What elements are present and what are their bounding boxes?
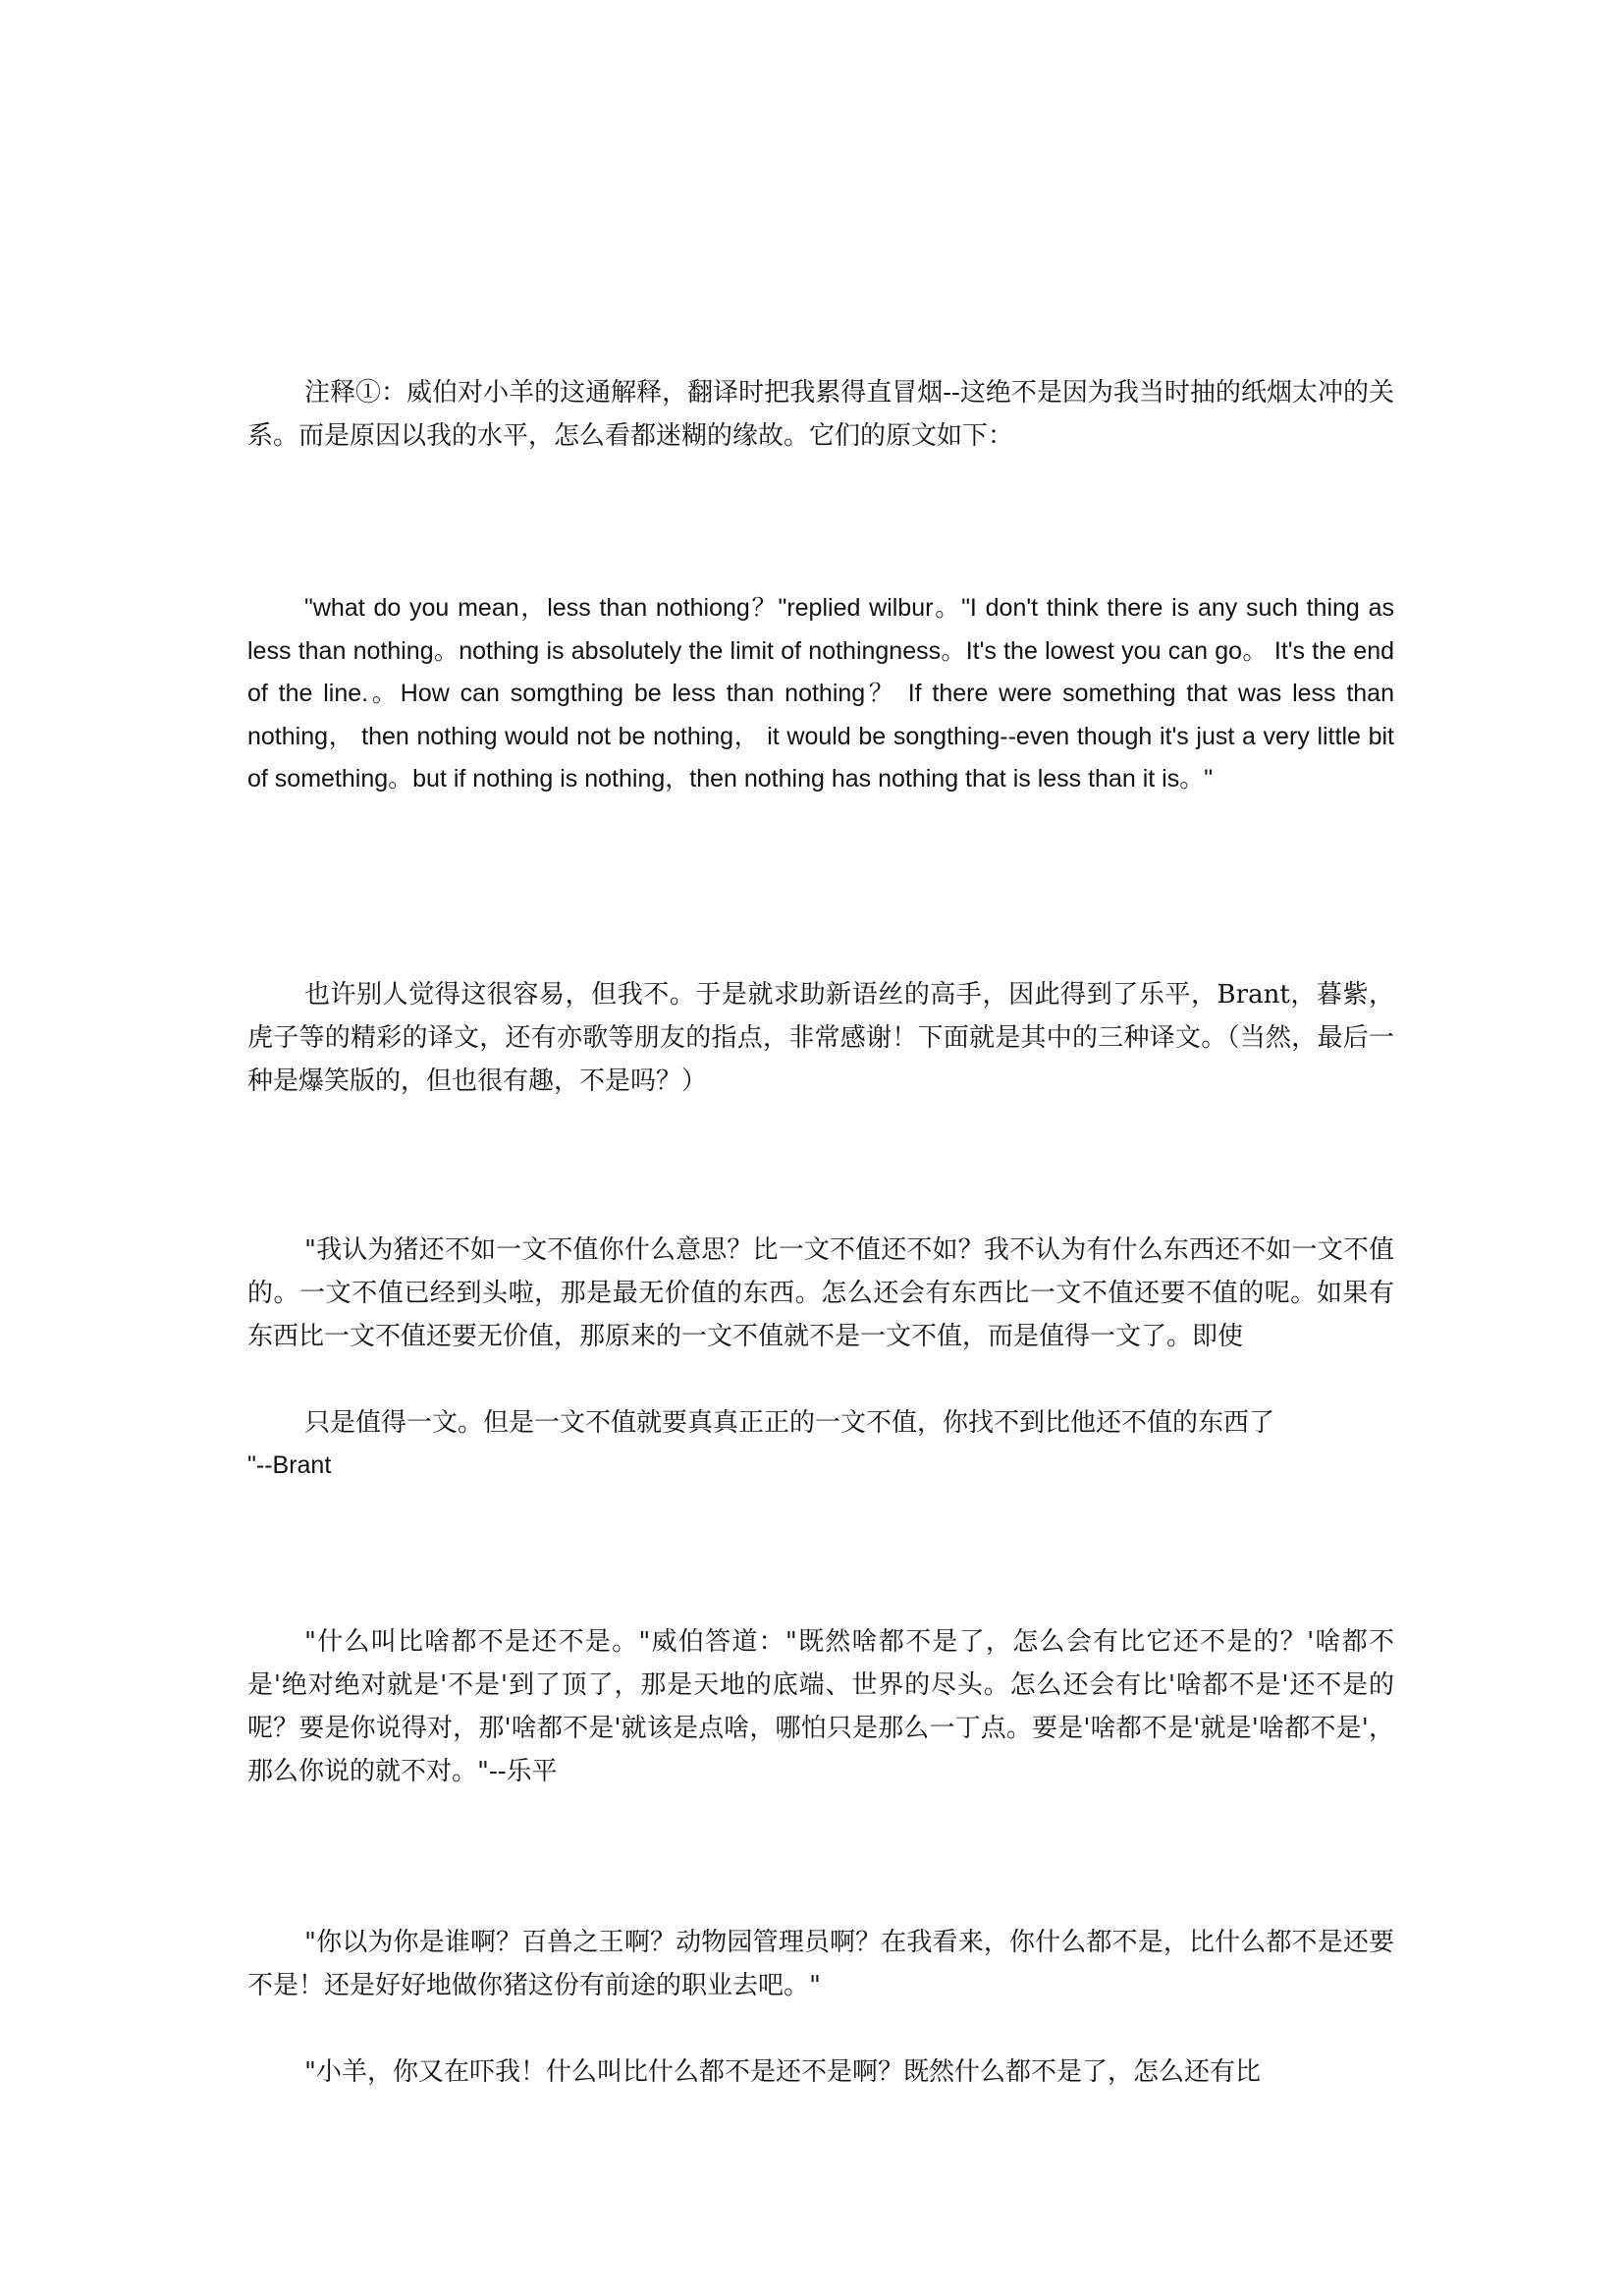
translation-brant-attribution: "--Brant bbox=[247, 1451, 332, 1479]
translation-funny-part2: "小羊，你又在吓我！什么叫比什么都不是还不是啊？既然什么都不是了，怎么还有比 bbox=[304, 2057, 1261, 2087]
translation-funny-part1: "你以为你是谁啊？百兽之王啊？动物园管理员啊？在我看来，你什么都不是，比什么都不是还要不是！还是好好地做你猪这份有前途的职业去吧。" bbox=[247, 1928, 1394, 2000]
translation-brant-part1: "我认为猪还不如一文不值你什么意思？比一文不值还不如？我不认为有什么东西还不如一文不值的。一文不值已经到头啦，那是最无价值的东西。怎么还会有东西比一文不值还要不值的呢。如果有东西比一文不值还要无价值，那原来的一文不值就不是一文不值，而是值得一文了。即使 bbox=[247, 1235, 1394, 1351]
note-paragraph: 注释①：威伯对小羊的这通解释，翻译时把我累得直冒烟--这绝不是因为我当时抽的纸烟太冲的关系。而是原因以我的水平，怎么看都迷糊的缘故。它们的原文如下： bbox=[247, 378, 1394, 451]
translation-brant-part2: 只是值得一文。但是一文不值就要真真正正的一文不值，你找不到比他还不值的东西了 bbox=[304, 1408, 1275, 1438]
translation-leping: "什么叫比啥都不是还不是。"威伯答道："既然啥都不是了，怎么会有比它还不是的？'啥都不是'绝对绝对就是'不是'到了顶了，那是天地的底端、世界的尽头。怎么还会有比'啥都不是'还不是的呢？要是你说得对，那'啥都不是'就该是点啥，哪怕只是那么一丁点。要是'啥都不是'就是'啥都不是'，那么你说的就不对。"--乐平 bbox=[247, 1627, 1394, 1786]
original-english-quote: "what do you mean，less than nothiong？"replied wilbur。"I don't think there is any such thing as less than nothing。nothing is absolutely the limit of nothingness。It's the lowest you can go。 It's the end of the line.。How can somgthing be less than nothing？ If there were something that was less than nothing， then nothing would not be nothing， it would be songthing--even though it's just a very little bit of something。but if nothing is nothing，then nothing has nothing that is less than it is。" bbox=[247, 594, 1394, 793]
intro-paragraph: 也许别人觉得这很容易，但我不。于是就求助新语丝的高手，因此得到了乐平，Brant，暮紫，虎子等的精彩的译文，还有亦歌等朋友的指点，非常感谢！下面就是其中的三种译文。（当然，最后一种是爆笑版的，但也很有趣，不是吗？） bbox=[247, 980, 1394, 1096]
